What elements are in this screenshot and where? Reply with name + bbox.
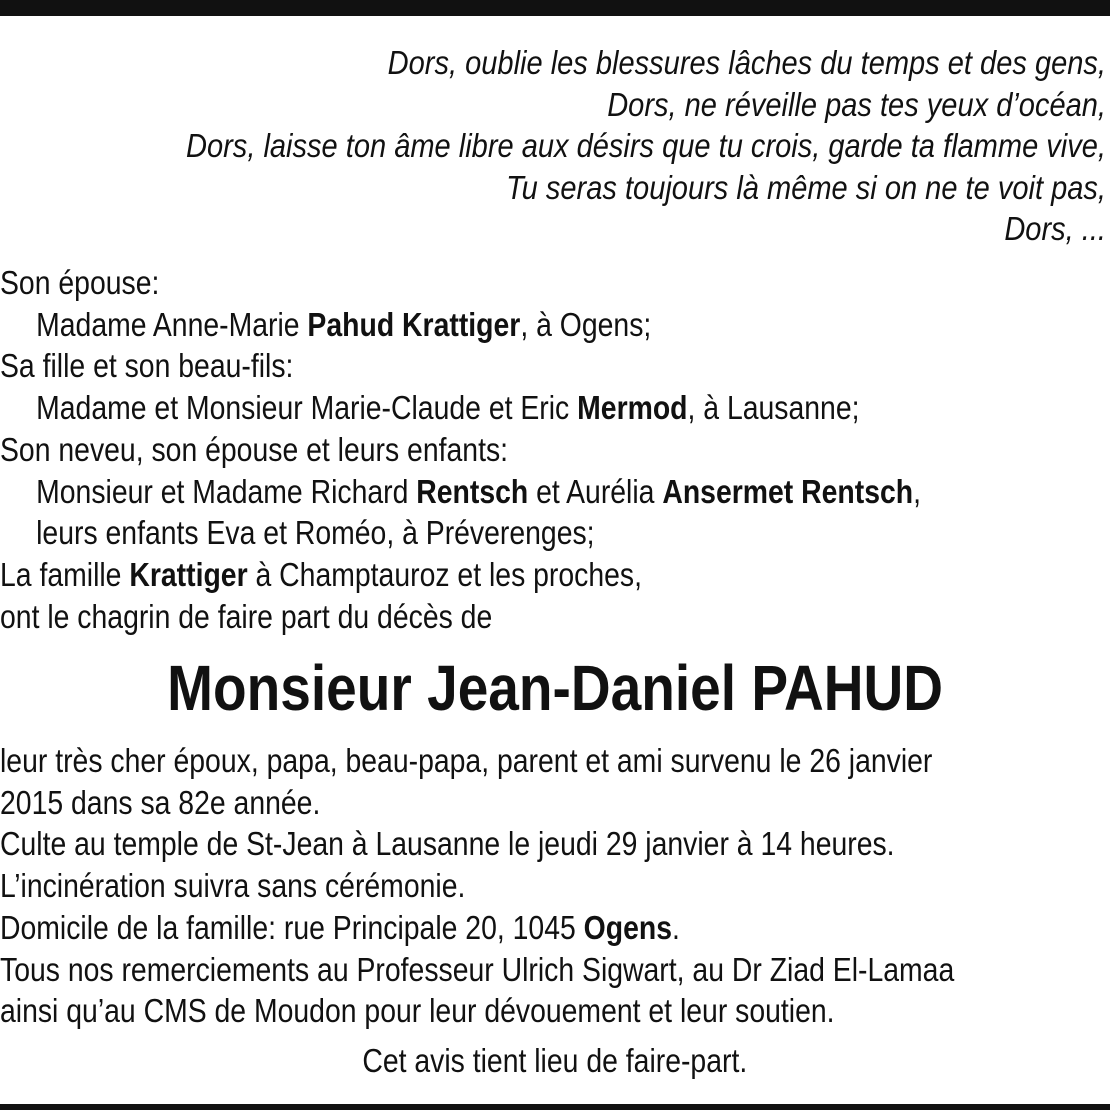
daughter-entry <box>0 387 921 429</box>
top-rule <box>0 0 1110 16</box>
spouse-entry <box>0 304 921 346</box>
address-suffix: . <box>671 908 680 946</box>
spouse-prefix: Madame Anne-Marie <box>36 305 308 343</box>
family-address <box>0 907 954 949</box>
footer-text: Cet avis tient lieu de faire-part. <box>362 1042 748 1079</box>
daughter-name: Mermod <box>577 389 688 427</box>
nephew-name: Rentsch <box>416 472 529 510</box>
bottom-rule <box>0 1104 1110 1110</box>
poem-line: Tu seras toujours là même si on ne te voit pas, <box>506 168 1106 206</box>
nephew-heading: Son neveu, son épouse et leurs enfants: <box>0 430 509 468</box>
poem <box>138 42 1106 250</box>
family-prefix: La famille <box>0 555 130 593</box>
nephew-suffix: , <box>913 472 922 510</box>
daughter-heading: Sa fille et son beau-fils: <box>0 347 294 385</box>
daughter-suffix: , à Lausanne; <box>687 389 860 427</box>
details-line: Tous nos remerciements au Professeur Ulrich Sigwart, au Dr Ziad El-Lamaa <box>0 950 955 988</box>
spouse-name: Pahud Krattiger <box>307 305 521 343</box>
address-town: Ogens <box>583 908 672 946</box>
spouse-suffix: , à Ogens; <box>520 305 652 343</box>
details-line: L’incinération suivra sans cérémonie. <box>0 867 466 905</box>
extended-family <box>0 554 921 596</box>
family-suffix: à Champtauroz et les proches, <box>247 555 643 593</box>
nephew-middle: et Aurélia <box>528 472 663 510</box>
announcement: ont le chagrin de faire part du décès de <box>0 597 493 635</box>
nephew-children: leurs enfants Eva et Roméo, à Préverenges; <box>36 514 595 552</box>
nephew-spouse-name: Ansermet Rentsch <box>662 472 914 510</box>
poem-line: Dors, oublie les blessures lâches du temps et des gens, <box>387 44 1106 81</box>
address-prefix: Domicile de la famille: rue Principale 20, 1045 <box>0 908 584 946</box>
family-list <box>0 262 921 637</box>
poem-line: Dors, ... <box>1004 210 1106 247</box>
details-line: leur très cher époux, papa, beau-papa, parent et ami survenu le 26 janvier <box>0 742 933 779</box>
deceased-name-text: Monsieur Jean-Daniel PAHUD <box>167 652 943 724</box>
poem-line: Dors, laisse ton âme libre aux désirs que tu crois, garde ta flamme vive, <box>186 127 1107 164</box>
spouse-heading: Son épouse: <box>0 264 160 301</box>
details <box>0 740 954 1032</box>
details-line: Culte au temple de St-Jean à Lausanne le jeudi 29 janvier à 14 heures. <box>0 825 895 863</box>
poem-line: Dors, ne réveille pas tes yeux d’océan, <box>607 85 1106 123</box>
daughter-prefix: Madame et Monsieur Marie-Claude et Eric <box>36 389 578 427</box>
details-line: 2015 dans sa 82e année. <box>0 783 321 821</box>
nephew-entry <box>0 471 921 513</box>
family-name: Krattiger <box>129 555 248 593</box>
nephew-prefix: Monsieur et Madame Richard <box>36 472 417 510</box>
footer-note <box>0 1040 1110 1082</box>
details-line: ainsi qu’au CMS de Moudon pour leur dévouement et leur soutien. <box>0 992 835 1030</box>
deceased-name <box>0 650 1110 726</box>
